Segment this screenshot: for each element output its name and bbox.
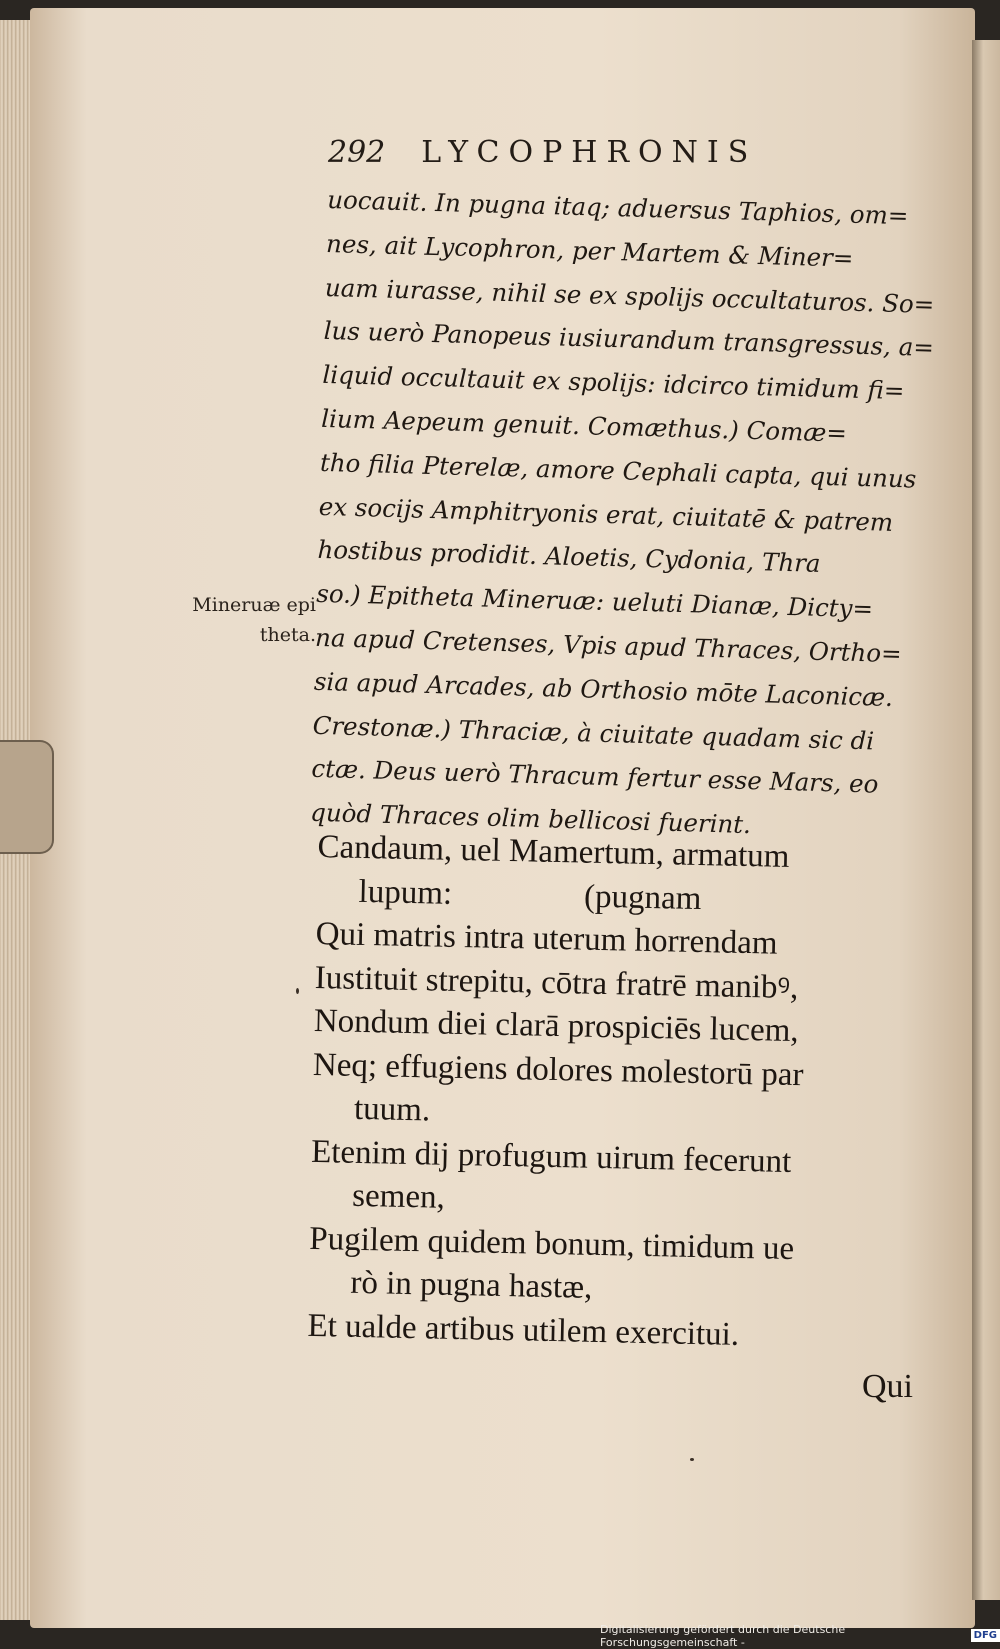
verse-line: Et ualde artibus utilem exercitui. xyxy=(307,1307,740,1353)
commentary-line: lium Aepeum genuit. Comæthus.) Comæ= xyxy=(320,403,848,448)
verse-line: lupum: (pugnam xyxy=(358,873,702,917)
dfg-logo-icon: DFG xyxy=(971,1629,1000,1642)
verse-line: Etenim dij profugum uirum fecerunt xyxy=(310,1133,792,1180)
verse-line: Candaum, uel Mamertum, armatum xyxy=(317,828,790,875)
verse-line: Nondum diei clarā prospiciēs lucem, xyxy=(313,1002,799,1050)
commentary-line: nes, ait Lycophron, per Martem & Miner= xyxy=(325,228,854,273)
ink-speck xyxy=(296,988,299,994)
verse-line: tuum. xyxy=(353,1090,431,1129)
catchword: Qui xyxy=(862,1368,913,1405)
commentary-line: liquid occultauit ex spolijs: idcirco timidum fi= xyxy=(322,360,905,406)
commentary-line: ctæ. Deus uerò Thracum fertur esse Mars, eo xyxy=(311,754,879,799)
page-header xyxy=(328,130,848,174)
page-number: 292 xyxy=(328,134,386,170)
commentary-line: so.) Epitheta Mineruæ: ueluti Dianæ, Dicty= xyxy=(315,579,874,624)
commentary-line: uocauit. In pugna itaq; aduersus Taphios, om= xyxy=(326,184,909,231)
digitization-footer xyxy=(600,1622,1000,1649)
verse-block xyxy=(307,826,928,1361)
commentary-line: lus uerò Panopeus iusiurandum transgressus, a= xyxy=(323,316,935,363)
footer-credit: Digitalisierung gefördert durch die Deutsche Forschungsgemeinschaft - xyxy=(600,1622,846,1649)
commentary-block xyxy=(309,178,935,851)
marginal-note xyxy=(166,590,316,650)
facing-page-edge xyxy=(972,40,1000,1600)
commentary-line: uam iurasse, nihil se ex spolijs occultaturos. So= xyxy=(324,272,935,319)
marginal-note-line: theta. xyxy=(259,624,316,646)
commentary-line: na apud Cretenses, Vpis apud Thraces, Ortho= xyxy=(314,622,902,669)
marginal-note-line: Mineruæ epi xyxy=(192,594,316,616)
book-clasp xyxy=(0,740,54,854)
verse-line: semen, xyxy=(351,1177,446,1216)
verse-line: Neq; effugiens dolores molestorū par xyxy=(312,1046,804,1093)
verse-line: Qui matris intra uterum horrendam xyxy=(315,915,778,962)
commentary-line: hostibus prodidit. Aloetis, Cydonia, Thra xyxy=(317,535,821,579)
running-head: LYCOPHRONIS xyxy=(421,134,758,170)
commentary-line: quòd Thraces olim bellicosi fuerint. xyxy=(309,797,752,840)
verse-line: rò in pugna hastæ, xyxy=(350,1264,593,1306)
commentary-line: sia apud Arcades, ab Orthosio mōte Laconicæ. xyxy=(313,666,894,712)
commentary-line: Crestonæ.) Thraciæ, à ciuitate quadam sic di xyxy=(312,710,875,756)
verse-line: Iustituit strepitu, cōtra fratrē manibꝰ, xyxy=(314,959,799,1006)
commentary-line: ex socijs Amphitryonis erat, ciuitatē & patrem xyxy=(318,491,894,537)
ink-speck xyxy=(690,1458,694,1461)
verse-line: Pugilem quidem bonum, timidum ue xyxy=(308,1220,795,1267)
commentary-line: tho filia Pterelæ, amore Cephali capta, qui unus xyxy=(319,447,917,494)
